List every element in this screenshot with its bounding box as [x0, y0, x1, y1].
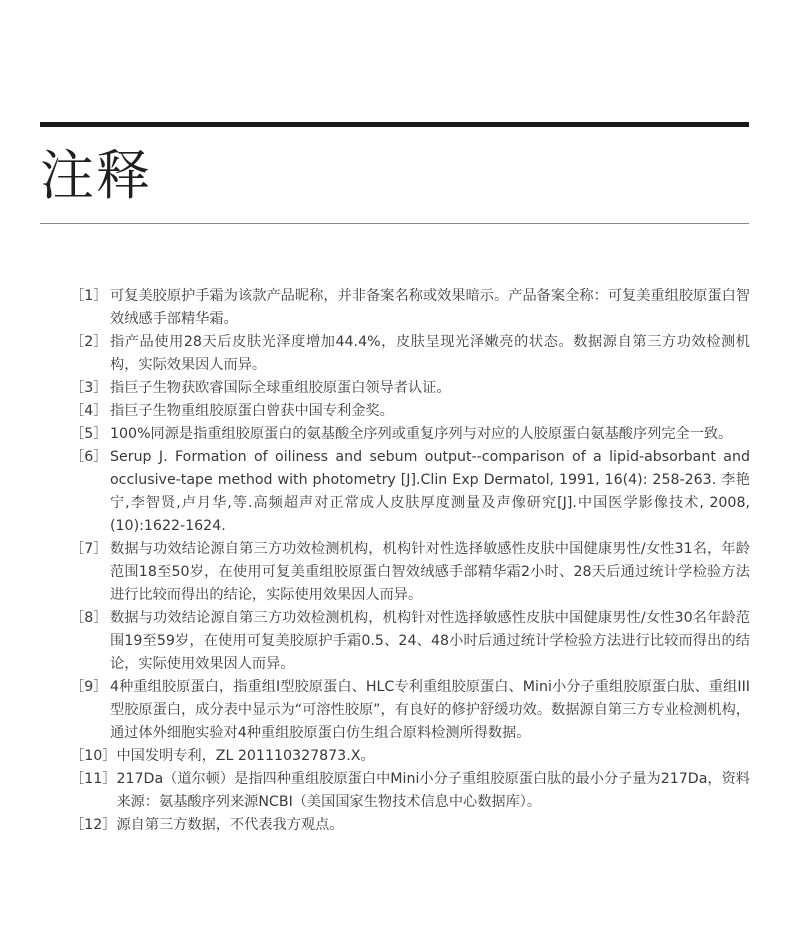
note-item: [70, 423, 750, 446]
note-text: Serup J. Formation of oiliness and sebum output--comparison of a lipid-absorbant and occlusive-tape method with photometry [J].Clin Exp Dermatol, 1991, 16(4): 258-263. 李艳宁,李智贤,卢月华,等.高频超声对正常成人皮肤厚度测量及声像研究[J].中国医学影像技术, 2008,(10):1622-1624.: [110, 449, 750, 534]
title-divider: [40, 223, 749, 224]
note-text: 可复美胶原护手霜为该款产品昵称，并非备案名称或效果暗示。产品备案全称：可复美重组胶原蛋白智效绒感手部精华霜。: [110, 288, 750, 327]
note-text: 指巨子生物获欧睿国际全球重组胶原蛋白领导者认证。: [110, 380, 451, 396]
note-item: [70, 285, 750, 331]
note-number: ［11］: [70, 771, 117, 787]
note-number: ［4］: [70, 403, 108, 419]
top-divider: [40, 122, 749, 127]
note-text: 100%同源是指重组胶原蛋白的氨基酸全序列或重复序列与对应的人胶原蛋白氨基酸序列完全一致。: [110, 426, 733, 442]
note-text: 源自第三方数据，不代表我方观点。: [116, 817, 344, 833]
note-item: [70, 607, 750, 676]
note-item: [70, 538, 750, 607]
note-number: ［3］: [70, 380, 108, 396]
note-number: ［6］: [70, 449, 108, 465]
note-item: [70, 814, 750, 837]
note-text: 指产品使用28天后皮肤光泽度增加44.4%，皮肤呈现光泽嫩亮的状态。数据源自第三方功效检测机构，实际效果因人而异。: [110, 334, 750, 373]
note-text: 4种重组胶原蛋白，指重组I型胶原蛋白、HLC专利重组胶原蛋白、Mini小分子重组胶原蛋白肽、重组III型胶原蛋白，成分表中显示为“可溶性胶原”，有良好的修护舒缓功效。数据源自第三方专业检测机构，通过体外细胞实验对4种重组胶原蛋白仿生组合原料检测所得数据。: [110, 679, 750, 741]
note-item: [70, 331, 750, 377]
note-item: [70, 676, 750, 745]
note-text: 数据与功效结论源自第三方功效检测机构，机构针对性选择敏感性皮肤中国健康男性/女性30名年龄范围19至59岁，在使用可复美胶原护手霜0.5、24、48小时后通过统计学检验方法进行比较而得出的结论，实际使用效果因人而异。: [110, 610, 750, 672]
note-item: [70, 377, 750, 400]
note-text: 数据与功效结论源自第三方功效检测机构，机构针对性选择敏感性皮肤中国健康男性/女性31名，年龄范围18至50岁，在使用可复美重组胶原蛋白智效绒感手部精华霜2小时、28天后通过统计学检验方法进行比较而得出的结论，实际使用效果因人而异。: [110, 541, 750, 603]
page-title: 注释: [40, 144, 152, 207]
note-item: [70, 768, 750, 814]
note-text: 217Da（道尔顿）是指四种重组胶原蛋白中Mini小分子重组胶原蛋白肽的最小分子量为217Da，资料来源：氨基酸序列来源NCBI（美国国家生物技术信息中心数据库）。: [116, 771, 750, 810]
note-number: ［9］: [70, 679, 108, 695]
note-item: [70, 745, 750, 768]
note-number: ［10］: [70, 748, 117, 764]
note-number: ［12］: [70, 817, 117, 833]
notes-list: [70, 285, 750, 837]
note-number: ［7］: [70, 541, 108, 557]
note-number: ［1］: [70, 288, 108, 304]
note-item: [70, 446, 750, 538]
note-item: [70, 400, 750, 423]
note-number: ［2］: [70, 334, 108, 350]
note-text: 中国发明专利，ZL 201110327873.X。: [116, 748, 375, 764]
note-number: ［5］: [70, 426, 108, 442]
note-number: ［8］: [70, 610, 108, 626]
note-text: 指巨子生物重组胶原蛋白曾获中国专利金奖。: [110, 403, 394, 419]
